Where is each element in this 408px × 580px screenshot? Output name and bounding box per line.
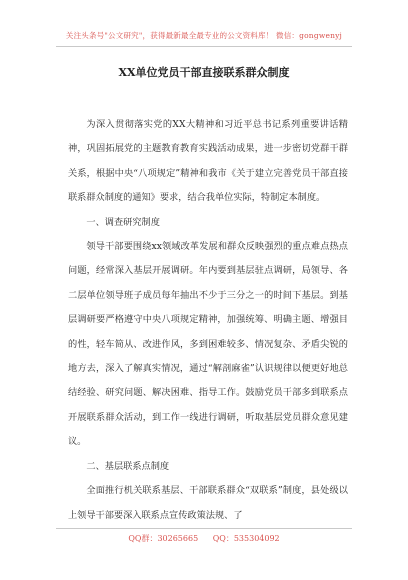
section-2-paragraph: 全面推行机关联系基层、干部联系群众“双联系”制度，县处级以上领导干部要深入联系点宣传政策法规、了 [68,485,348,521]
footer-divider [56,528,352,529]
header-banner: 关注头条号"公文研究"，获得最新最全最专业的公文资料库！ 微信：gongwenyj [65,31,343,40]
section-1-paragraph: 领导干部要围绕xx领域改革发展和群众反映强烈的重点难点热点问题，经常深入基层开展调研。年内要到基层驻点调研，局领导、各二层单位领导班子成员每年抽出不少于三分之一的时间下基层。到基层调研要严格遵守中央八项规定精神，加强统筹、明确主题、增强目的性，轻车简从、改进作风，多到困难较多、情况复杂、矛盾尖锐的地方去，深入了解真实情况，通过“解剖麻雀”认识规律以便更好地总结经验、研究问题、解决困难、指导工作。鼓励党员干部多到联系点开展联系群众活动，到工作一线进行调研，听取基层党员群众意见建议。 [68,241,348,448]
section-heading-2: 二、基层联系点制度 [86,460,170,472]
document-body [68,113,348,528]
section-heading-1: 一、调查研究制度 [86,216,160,228]
footer [0,533,408,544]
intro-paragraph: 为深入贯彻落实党的XX大精神和习近平总书记系列重要讲话精神，巩固拓展党的主题教育教育实践活动成果，进一步密切党群干群关系，根据中央“八项规定”精神和我市《关于建立完善党员干部直接联系群众制度的通知》要求，结合我单位实际，特制定本制度。 [68,119,348,204]
footer-qq-contact: QQ：535304092 [212,534,280,543]
document-title: XX单位党员干部直接联系群众制度 [118,66,290,79]
header-divider [56,46,352,47]
footer-qq-group: QQ群：30265665 [128,534,199,543]
